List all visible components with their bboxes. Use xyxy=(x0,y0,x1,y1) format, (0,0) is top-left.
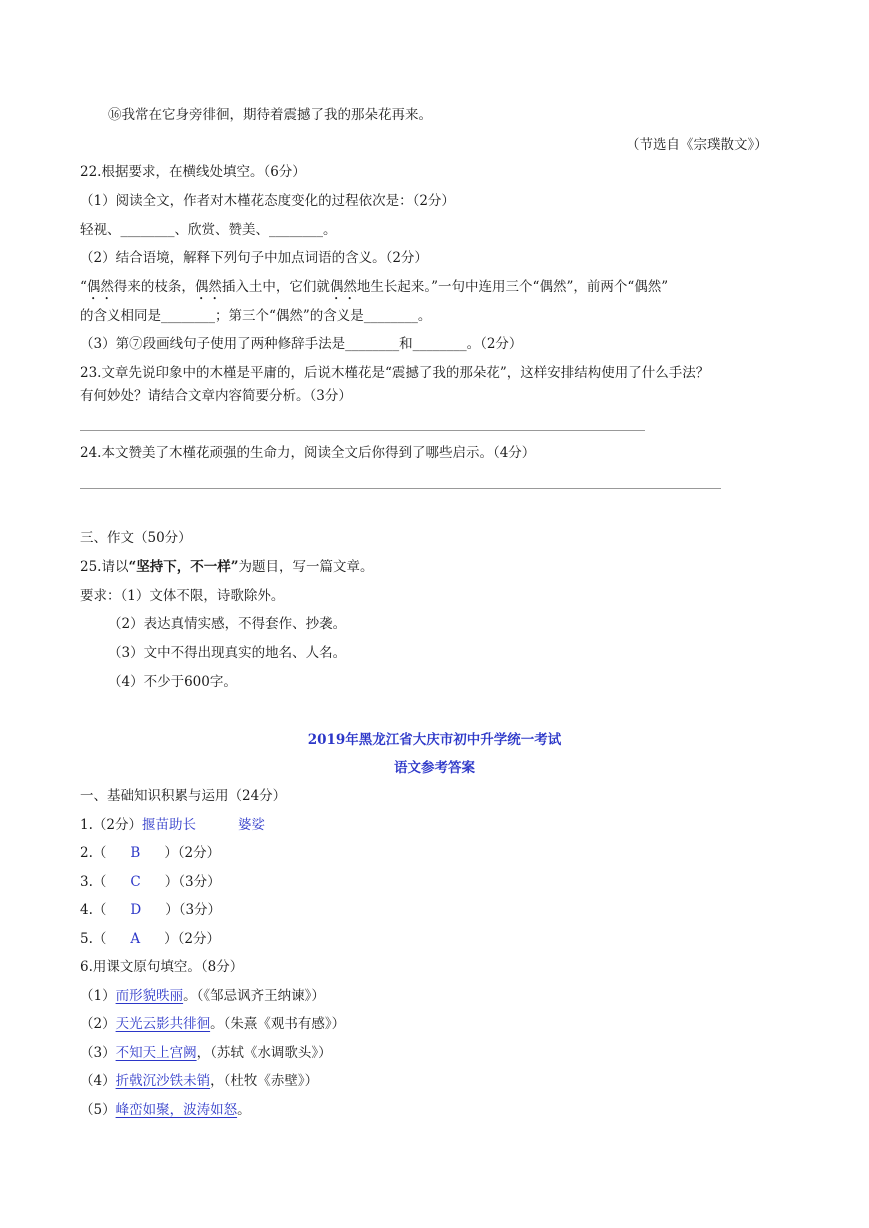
question-22-part3 xyxy=(80,334,522,354)
text: 。（《邹忌讽齐王纳谏》） xyxy=(183,988,325,1004)
text: 4.（ xyxy=(80,902,107,918)
question-25 xyxy=(80,557,374,577)
dotted-word: 偶然 xyxy=(329,279,357,295)
answer-6-item xyxy=(80,1100,251,1120)
item-number: （1） xyxy=(80,988,116,1004)
text: ）（2分） xyxy=(164,931,220,947)
text: 、欣赏、赞美、 xyxy=(174,222,269,238)
text: ）（3分） xyxy=(164,874,221,890)
answer-5 xyxy=(80,929,220,949)
text: 3.（ xyxy=(80,874,107,890)
answer-value: 峰峦如聚，波涛如怒 xyxy=(115,1102,238,1118)
text: 插入土中，它们就 xyxy=(221,279,330,295)
essay-requirement-2: （2）表达真情实感，不得套作、抄袭。 xyxy=(108,616,347,632)
text: 得来的枝条， xyxy=(113,279,195,295)
text: 为题目，写一篇文章。 xyxy=(238,559,374,575)
text: “ xyxy=(80,279,87,295)
text: 的含义相同是 xyxy=(80,308,161,324)
answer-value: 揠苗助长 xyxy=(141,817,196,833)
question-23-line1: 23.文章先说印象中的木槿是平庸的，后说木槿花是“震撼了我的那朵花”，这样安排结构使用了什么手法？ xyxy=(80,365,710,381)
answer-blank[interactable]: ________ xyxy=(363,308,418,324)
text: 1.（2分） xyxy=(80,817,142,833)
paragraph-16: ⑯我常在它身旁徘徊，期待着震撼了我的那朵花再来。 xyxy=(108,107,432,123)
answer-value: C xyxy=(130,874,141,890)
text: 。（2分） xyxy=(466,336,523,352)
answer-2 xyxy=(80,843,220,863)
text: ；第三个“偶然”的含义是 xyxy=(215,308,364,324)
answer-blank[interactable]: ________ xyxy=(345,336,400,352)
text: 和 xyxy=(399,336,413,352)
question-22-title: 22.根据要求，在横线处填空。（6分） xyxy=(80,164,306,180)
answer-6-item xyxy=(80,1071,318,1091)
answer-value: 不知天上宫阙 xyxy=(115,1045,197,1061)
answer-6-item xyxy=(80,1043,332,1063)
answer-6-item xyxy=(80,986,325,1006)
question-23-line2: 有何妙处？请结合文章内容简要分析。（3分） xyxy=(80,388,352,404)
answer-section-1-heading: 一、基础知识积累与运用（24分） xyxy=(80,788,287,804)
text: 。 xyxy=(237,1102,251,1118)
item-number: （4） xyxy=(80,1073,116,1089)
text: ，（杜牧《赤壁》） xyxy=(210,1073,319,1089)
essay-heading: 三、作文（50分） xyxy=(80,530,192,546)
essay-requirement-4: （4）不少于600字。 xyxy=(108,674,237,690)
text: 轻视、 xyxy=(80,222,121,238)
answer-6-item xyxy=(80,1014,345,1034)
text: ）（2分） xyxy=(164,845,221,861)
essay-requirement-1: 要求：（1）文体不限，诗歌除外。 xyxy=(80,588,285,604)
answer-blank[interactable]: ________ xyxy=(412,336,467,352)
question-22-part2: （2）结合语境，解释下列句子中加点词语的含义。（2分） xyxy=(80,250,428,266)
answer-value: 婆娑 xyxy=(237,817,265,833)
answer-value: A xyxy=(130,931,141,947)
answer-6-title: 6.用课文原句填空。（8分） xyxy=(80,959,244,975)
item-number: （3） xyxy=(80,1045,116,1061)
answer-value: 而形貌昳丽 xyxy=(115,988,184,1004)
answer-value: D xyxy=(130,902,142,918)
essay-requirement-3: （3）文中不得出现真实的地名、人名。 xyxy=(108,645,347,661)
question-22-part1-answer-line xyxy=(80,220,337,240)
text: 2.（ xyxy=(80,845,107,861)
answer-value: B xyxy=(130,845,141,861)
question-22-part2-answer-line xyxy=(80,306,431,326)
question-22-part1: （1）阅读全文，作者对木槿花态度变化的过程依次是：（2分） xyxy=(80,193,455,209)
text: 5.（ xyxy=(80,931,107,947)
source-citation: （节选自《宗璞散文》） xyxy=(626,137,768,153)
answer-3 xyxy=(80,872,221,892)
text: （3）第⑦段画线句子使用了两种修辞手法是 xyxy=(80,336,346,352)
answer-key-title: 2019年黑龙江省大庆市初中升学统一考试 xyxy=(307,732,562,748)
answer-line-q23[interactable] xyxy=(80,430,645,431)
text: 地生长起来。”一句中连用三个“偶然”，前两个“偶然” xyxy=(356,279,669,295)
answer-value: 折戟沉沙铁未销 xyxy=(115,1073,211,1089)
question-24: 24.本文赞美了木槿花顽强的生命力，阅读全文后你得到了哪些启示。（4分） xyxy=(80,445,536,461)
text: 。（朱熹《观书有感》） xyxy=(210,1016,346,1032)
answer-value: 天光云影共徘徊 xyxy=(115,1016,211,1032)
answer-key-subtitle: 语文参考答案 xyxy=(394,760,475,776)
text: ，（苏轼《水调歌头》） xyxy=(196,1045,332,1061)
answer-1 xyxy=(80,815,265,835)
text: ）（3分） xyxy=(165,902,222,918)
answer-line-q24[interactable] xyxy=(80,488,721,489)
question-22-part2-quote xyxy=(80,277,668,303)
item-number: （2） xyxy=(80,1016,116,1032)
answer-blank[interactable]: ________ xyxy=(269,222,323,238)
answer-blank[interactable]: ________ xyxy=(161,308,215,324)
essay-topic: “坚持下，不一样” xyxy=(128,559,239,575)
item-number: （5） xyxy=(80,1102,116,1118)
dotted-word: 偶然 xyxy=(86,279,114,295)
text: 。 xyxy=(417,308,432,324)
text: 25.请以 xyxy=(80,559,129,575)
answer-4 xyxy=(80,900,221,920)
text: 。 xyxy=(323,222,337,238)
dotted-word: 偶然 xyxy=(194,279,222,295)
answer-blank[interactable]: ________ xyxy=(120,222,175,238)
